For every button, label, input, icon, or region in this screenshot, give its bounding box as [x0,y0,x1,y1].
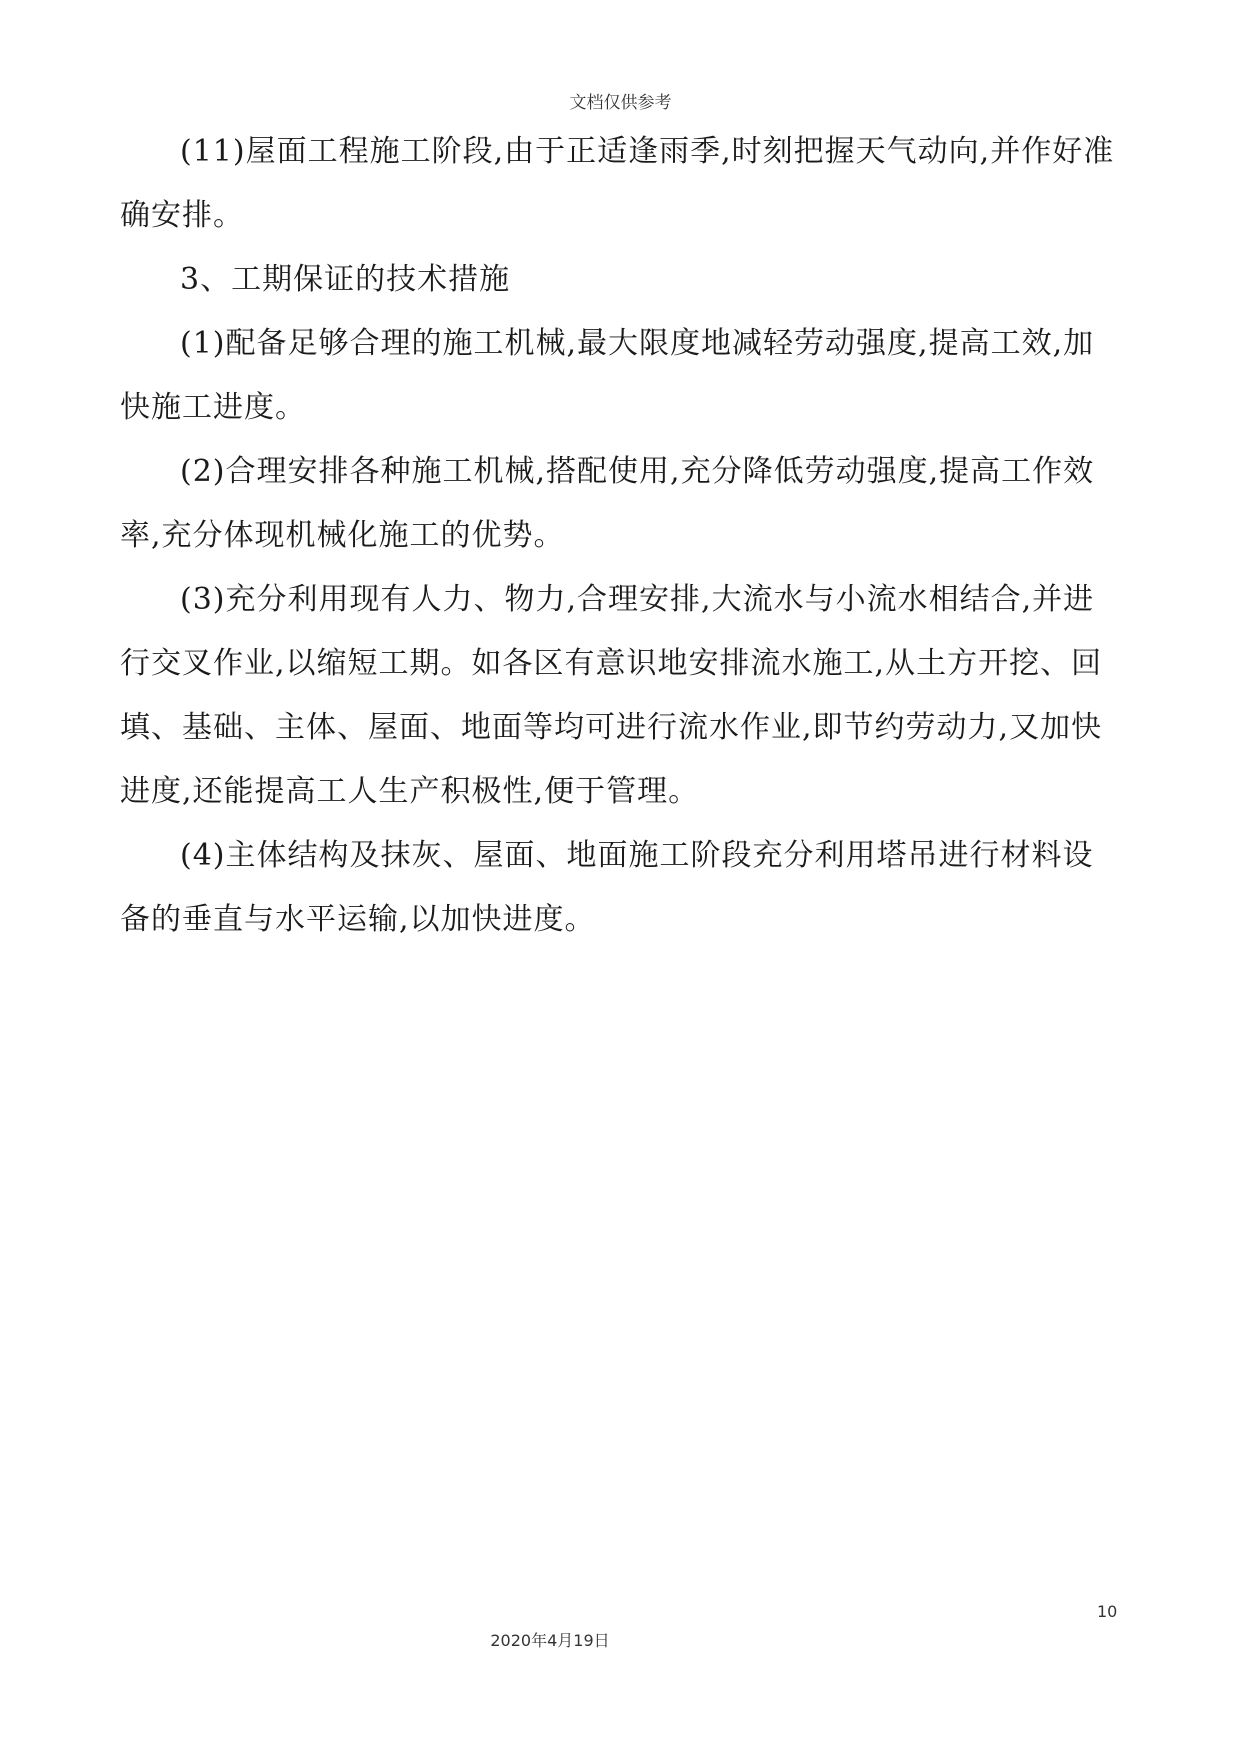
paragraph-item-1: (1)配备足够合理的施工机械,最大限度地减轻劳动强度,提高工效,加快施工进度。 [120,326,1095,425]
paragraph-item-4: (4)主体结构及抹灰、屋面、地面施工阶段充分利用塔吊进行材料设备的垂直与水平运输,以加快进度。 [120,838,1094,937]
section-heading-schedule-measures: 3、工期保证的技术措施 [180,262,511,297]
page-header: 文档仅供参考 [569,93,672,113]
footer-date: 2020年4月19日 [490,1631,610,1650]
paragraph-item-2: (2)合理安排各种施工机械,搭配使用,充分降低劳动强度,提高工作效率,充分体现机械化施工的优势。 [120,454,1095,553]
paragraph-roof-construction: (11)屋面工程施工阶段,由于正适逢雨季,时刻把握天气动向,并作好准确安排。 [120,134,1115,233]
page-number: 10 [1097,1602,1118,1621]
paragraph-item-3: (3)充分利用现有人力、物力,合理安排,大流水与小流水相结合,并进行交叉作业,以缩短工期。如各区有意识地安排流水施工,从土方开挖、回填、基础、主体、屋面、地面等均可进行流水作业,即节约劳动力,又加快进度,还能提高工人生产积极性,便于管理。 [120,582,1103,809]
document-body [120,120,1120,952]
